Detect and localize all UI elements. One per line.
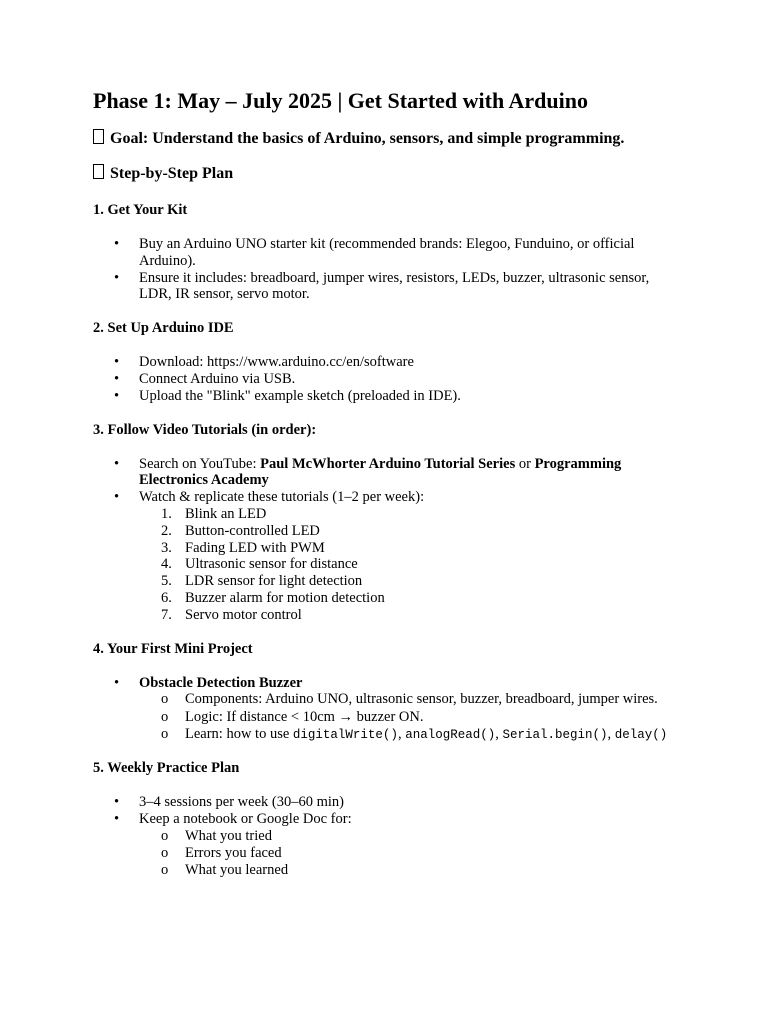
list-item (93, 489, 683, 623)
list-item (93, 388, 683, 405)
list-item-text: Watch & replicate these tutorials (1–2 per week): (139, 489, 425, 506)
section-heading: 1. Get Your Kit (93, 202, 188, 218)
list-item: • Keep a notebook or Google Doc for: o What you tried o Errors you faced o What you learned (93, 811, 683, 878)
section-list (93, 236, 683, 303)
detail-item: o Logic: If distance < 10cm → buzzer ON. (161, 708, 424, 725)
list-item-text: Ensure it includes: breadboard, jumper wires, resistors, LEDs, buzzer, ultrasonic sensor, LDR, IR sensor, servo motor. (139, 269, 650, 303)
tutorial-list (139, 506, 683, 624)
list-item: • 3–4 sessions per week (30–60 min) (114, 794, 344, 811)
list-item-text: Download: https://www.arduino.cc/en/software (139, 354, 414, 371)
tutorial-item: 2. Button-controlled LED (161, 522, 320, 539)
bullet: • (114, 811, 120, 828)
goal-text: Goal: Understand the basics of Arduino, sensors, and simple programming. (110, 130, 625, 147)
tutorial-item: 3. Fading LED with PWM (161, 539, 325, 556)
list-item (93, 354, 683, 371)
list-item-text: Upload the "Blink" example sketch (preloaded in IDE). (139, 387, 461, 404)
code-fn: Serial.begin() (502, 727, 608, 742)
list-item (93, 270, 683, 304)
detail-item: o Learn: how to use digitalWrite(), analogRead(), Serial.begin(), delay() (161, 725, 668, 742)
bullet: • (114, 269, 120, 286)
bullet: • (114, 387, 120, 404)
code-fn: analogRead() (405, 727, 496, 742)
list-item-text: Connect Arduino via USB. (139, 370, 296, 387)
notebook-list (139, 828, 683, 878)
project-name: Obstacle Detection Buzzer (139, 674, 303, 691)
plan-heading (93, 163, 683, 185)
or-text: or (515, 455, 535, 472)
series-name: Paul McWhorter Arduino Tutorial Series (260, 455, 516, 472)
detail-item: o Components: Arduino UNO, ultrasonic sensor, buzzer, breadboard, jumper wires. (161, 691, 658, 708)
project-details (139, 691, 683, 743)
section-heading: 5. Weekly Practice Plan (93, 760, 240, 777)
notebook-item: o What you learned (161, 861, 289, 878)
bullet: • (114, 455, 120, 472)
bullet: • (114, 236, 120, 252)
section-list (93, 354, 683, 404)
section-heading: 3. Follow Video Tutorials (in order): (93, 421, 317, 438)
code-fn: digitalWrite() (292, 727, 398, 742)
academy-name: Programming Electronics Academy (139, 455, 622, 489)
clipboard-icon (93, 164, 104, 179)
plan-heading-text: Step-by-Step Plan (110, 165, 234, 182)
page-title: Phase 1: May – July 2025 | Get Started with Arduino (93, 88, 588, 113)
list-item (93, 371, 683, 388)
bullet: • (114, 674, 120, 691)
search-prefix: Search on YouTube: (139, 455, 261, 472)
tutorial-item: 5. LDR sensor for light detection (161, 573, 363, 590)
bullet: • (114, 370, 120, 387)
list-item-text: Buy an Arduino UNO starter kit (recommended brands: Elegoo, Funduino, or official Arduino). (139, 236, 635, 269)
document-page (93, 86, 683, 894)
bullet: • (114, 354, 120, 371)
tutorial-item: 6. Buzzer alarm for motion detection (161, 589, 385, 606)
target-icon (93, 129, 104, 144)
bullet: • (114, 489, 120, 506)
tutorial-item: 1. Blink an LED (161, 505, 267, 522)
bullet: • (114, 794, 120, 811)
code-fn: delay() (614, 727, 668, 742)
tutorial-item: 4. Ultrasonic sensor for distance (161, 556, 358, 573)
list-item (93, 675, 683, 744)
notebook-item: o Errors you faced (161, 844, 282, 861)
section-list (93, 794, 683, 878)
section-list (93, 456, 683, 624)
section-list (93, 675, 683, 744)
tutorial-item: 7. Servo motor control (161, 606, 302, 623)
list-item (93, 236, 683, 270)
section-heading: 4. Your First Mini Project (93, 640, 253, 657)
notebook-item: o What you tried (161, 828, 272, 845)
section-heading: 2. Set Up Arduino IDE (93, 320, 234, 337)
goal-line (93, 128, 683, 150)
list-item (93, 456, 683, 490)
